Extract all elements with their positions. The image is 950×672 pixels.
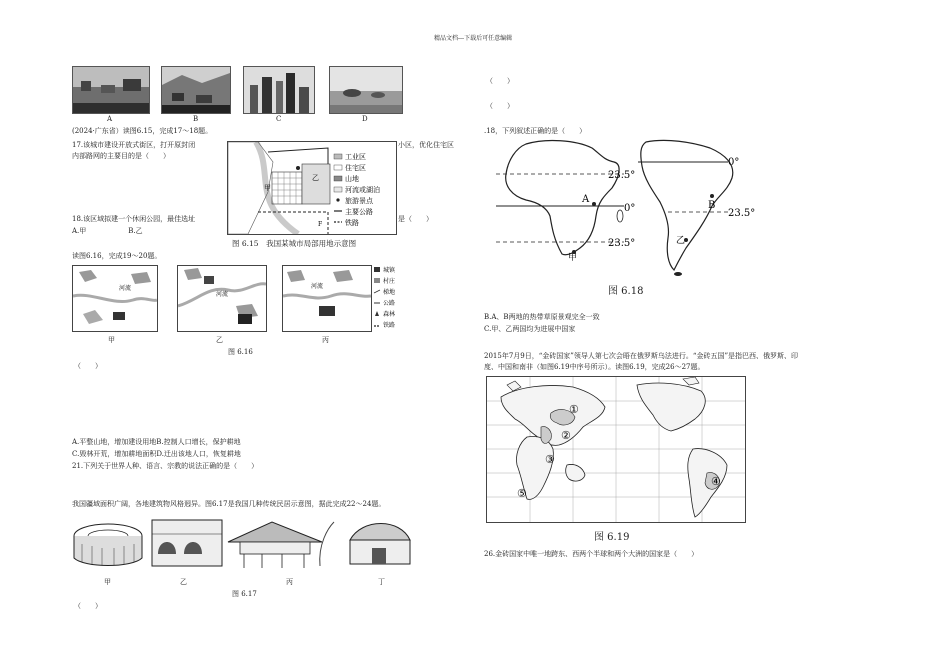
photo-label-c: C bbox=[276, 115, 282, 123]
fig617-caption: 图 6.17 bbox=[232, 590, 257, 598]
photo-label-a: A bbox=[107, 115, 113, 123]
figure-6-16-panel-yi bbox=[177, 265, 267, 332]
brics-intro-line2: 度、中国和南非（如图6.19中序号所示）。读图6.19，完成26～27题。 bbox=[484, 363, 705, 371]
fig616-legend-4: 森林 bbox=[383, 311, 396, 318]
right-paren-2: （ ） bbox=[486, 102, 514, 110]
q21-text: 21.下列关于世界人种、语言、宗教的说法正确的是（ ） bbox=[72, 462, 259, 470]
fig618-point-yi: 乙 bbox=[676, 236, 686, 246]
fig618-lat-s: 23.5° bbox=[608, 238, 636, 249]
q19-paren: （ ） bbox=[74, 362, 102, 370]
fig619-marker-1: ① bbox=[569, 403, 579, 416]
figure-6-19-map bbox=[487, 377, 745, 522]
fig619-marker-4: ④ bbox=[711, 475, 721, 488]
fig616-label-bing: 丙 bbox=[322, 336, 329, 344]
fig615-caption: 图 6.15 我国某城市局部用地示意图 bbox=[232, 239, 357, 248]
fig617-label-yi: 乙 bbox=[180, 578, 187, 586]
q17-line2: 内部路网的主要目的是（ ） bbox=[72, 152, 170, 160]
fig618-point-jia: 甲 bbox=[568, 253, 578, 263]
figure-6-17 bbox=[72, 514, 412, 576]
photo-a bbox=[72, 66, 150, 114]
fig615-legend-5: 主要公路 bbox=[345, 208, 373, 216]
fig615-legend-2: 山地 bbox=[345, 175, 359, 183]
q17-tail: 小区，优化住宅区 bbox=[398, 141, 454, 149]
fig615-label-yi: 乙 bbox=[312, 174, 319, 182]
q18-text: 18.该区域拟建一个休闲公园，最佳选址 bbox=[72, 215, 196, 223]
photo-label-b: B bbox=[193, 115, 199, 123]
right-paren-1: （ ） bbox=[486, 77, 514, 85]
figure-6-16-panel-jia bbox=[72, 265, 158, 332]
photo-label-d: D bbox=[362, 115, 368, 123]
fig619-marker-5: ⑤ bbox=[517, 487, 527, 500]
fig615-legend-3: 河流或湖泊 bbox=[345, 186, 380, 194]
fig615-label-f: F bbox=[318, 221, 323, 228]
fig618-lat-eq: 0° bbox=[624, 203, 636, 214]
figure-6-19 bbox=[486, 376, 746, 523]
fig618-point-b: B bbox=[708, 200, 716, 211]
fig616-legend-3: 公路 bbox=[383, 300, 396, 307]
figure-6-16-panel-bing bbox=[282, 265, 372, 332]
fig617-label-ding: 丁 bbox=[378, 578, 385, 586]
fig619-marker-3: ③ bbox=[545, 453, 555, 466]
q17-intro: (2024·广东省）读图6.15，完成17～18题。 bbox=[72, 127, 213, 135]
fig616-legend-1: 村庄 bbox=[383, 278, 396, 285]
fig616-bing-river: 河流 bbox=[311, 283, 324, 290]
fig617-yurt bbox=[350, 524, 410, 565]
options-a-b: A.平整山地，增加建设用地B.控制人口增长，保护耕地 bbox=[72, 438, 241, 446]
fig615-label-jia: 甲 bbox=[264, 184, 271, 192]
fig617-cave-dwelling bbox=[152, 520, 222, 566]
fig619-caption: 图 6.19 bbox=[594, 532, 630, 543]
bottom-paren: （ ） bbox=[74, 602, 102, 610]
brics-intro-line1: 2015年7月9日，“金砖国家”领导人第七次会晤在俄罗斯乌法进行。“金砖五国”是指巴西、俄罗斯、印 bbox=[484, 352, 799, 360]
fig616-label-yi: 乙 bbox=[216, 336, 223, 344]
fig616-yi-river: 河流 bbox=[216, 291, 229, 298]
fig617-tulou bbox=[74, 524, 142, 566]
options-c-d: C.毁林开荒，增加耕地面积D.迁出该地人口，恢复耕地 bbox=[72, 450, 241, 458]
fig618-lat-n: 23.5° bbox=[608, 170, 636, 181]
fig617-stilt-house bbox=[228, 522, 334, 568]
fig618-point-a: A bbox=[582, 194, 590, 205]
q18-options: A.甲 B.乙 bbox=[72, 227, 143, 235]
q18-tail: 是（ ） bbox=[398, 215, 433, 223]
fig615-legend-0: 工业区 bbox=[345, 153, 366, 161]
australia-outline bbox=[566, 464, 585, 481]
q18b-text: .18，下列叙述正确的是（ ） bbox=[484, 127, 587, 135]
africa-outline bbox=[506, 141, 619, 255]
fig616-legend-5: 铁路 bbox=[383, 322, 396, 329]
figure-6-18 bbox=[496, 136, 766, 296]
q19-intro: 读图6.16，完成19～20题。 bbox=[72, 252, 162, 260]
figure-6-15-map bbox=[228, 142, 396, 234]
figure-6-15 bbox=[227, 141, 397, 235]
fig617-label-bing: 丙 bbox=[286, 578, 293, 586]
photo-d bbox=[329, 66, 403, 114]
photo-c bbox=[243, 66, 315, 114]
q26-text: 26.金砖国家中唯一地跨东、西两个半球和两个大洲的国家是（ ） bbox=[484, 550, 699, 558]
page-header: 精品文档---下载后可任意编辑 bbox=[434, 35, 513, 42]
fig616-caption: 图 6.16 bbox=[228, 348, 253, 356]
fig616-legend-0: 城镇 bbox=[383, 267, 396, 274]
south-america-outline bbox=[641, 140, 733, 270]
fig617-label-jia: 甲 bbox=[104, 578, 111, 586]
fig615-legend-4: 旅游景点 bbox=[345, 197, 373, 205]
q22-intro: 我国疆域面积广阔，各地建筑物风格迥异。图6.17是我国几种传统民居示意图，据此完成22～24题。 bbox=[72, 500, 386, 508]
fig616-label-jia: 甲 bbox=[108, 336, 115, 344]
fig618-lat-s-right: 23.5° bbox=[728, 208, 756, 219]
fig616-jia-river: 河流 bbox=[119, 285, 132, 292]
fig618-caption: 图 6.18 bbox=[608, 286, 644, 297]
photo-b bbox=[161, 66, 231, 114]
fig619-marker-2: ② bbox=[561, 429, 571, 442]
fig615-legend-1: 住宅区 bbox=[345, 164, 366, 172]
fig618-lat-eq-right: 0° bbox=[728, 157, 740, 168]
fig616-legend bbox=[372, 265, 416, 337]
fig616-legend-2: 梯地 bbox=[383, 289, 396, 296]
north-america-outline bbox=[637, 383, 705, 431]
q17-text: 17.该城市建设开放式街区，打开原封闭 bbox=[72, 141, 196, 149]
option-c: C.甲、乙两国均为进展中国家 bbox=[484, 325, 576, 333]
option-b: B.A、B两地的热带草原景观完全一致 bbox=[484, 313, 600, 321]
fig615-legend-6: 铁路 bbox=[345, 219, 359, 227]
